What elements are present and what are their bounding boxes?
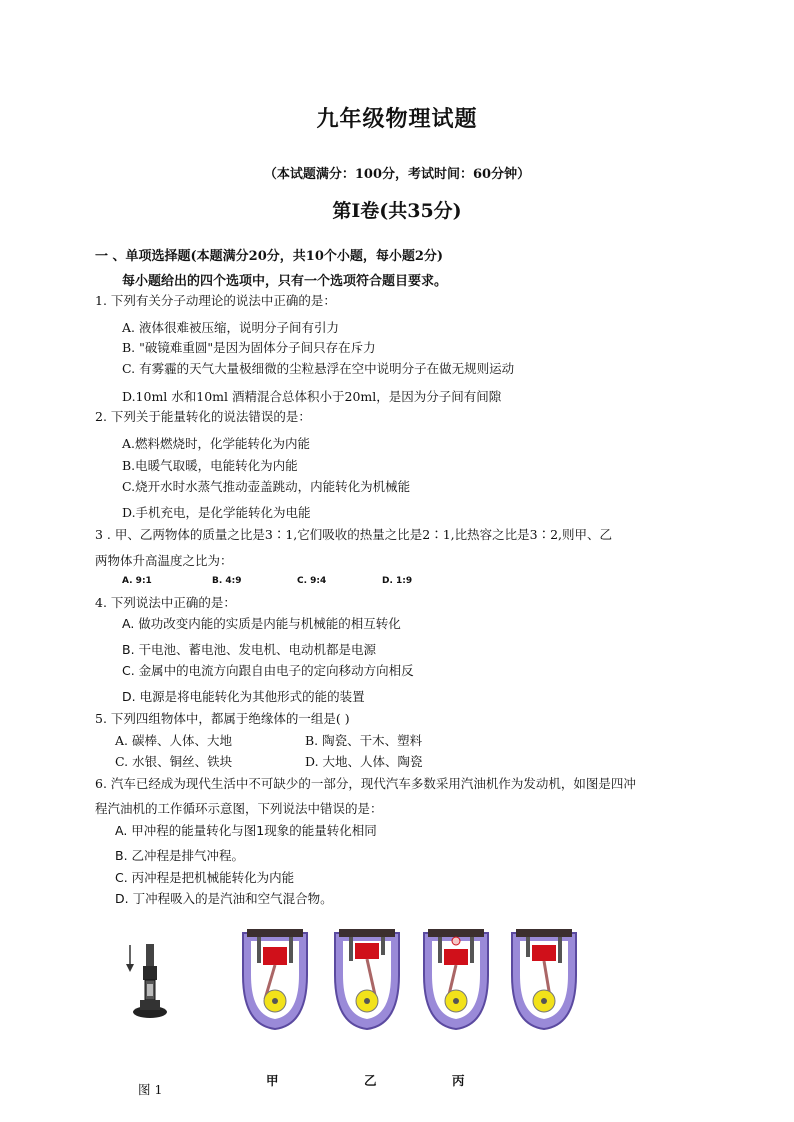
exam-subtitle: （本试题满分：100分，考试时间：60分钟） [263, 167, 531, 182]
engine-stroke-jia [237, 925, 313, 1037]
q2-option-c: C.烧开水时水蒸气推动壶盖跳动，内能转化为机械能 [122, 479, 411, 494]
q5-option-b: B. 陶瓷、干木、塑料 [305, 733, 423, 748]
q3-option-b: B. 4:9 [212, 576, 242, 586]
q4-option-a: A. 做功改变内能的实质是内能与机械能的相互转化 [122, 616, 401, 631]
stroke-label-jia: 甲 [266, 1073, 279, 1088]
q6-option-c: C. 丙冲程是把机械能转化为内能 [115, 870, 295, 885]
q5-stem: 5. 下列四组物体中，都属于绝缘体的一组是( ) [95, 711, 350, 726]
q3-option-c: C. 9:4 [297, 576, 327, 586]
fig1-apparatus [120, 940, 180, 1025]
q2-option-b: B.电暖气取暖，电能转化为内能 [122, 458, 298, 473]
q5-option-c: C. 水银、铜丝、铁块 [115, 754, 233, 769]
q2-stem: 2. 下列关于能量转化的说法错误的是： [95, 409, 311, 424]
q1-option-a: A. 液体很难被压缩，说明分子间有引力 [122, 320, 339, 335]
section-instruction: 每小题给出的四个选项中，只有一个选项符合题目要求。 [122, 274, 448, 289]
q4-option-d: D. 电源是将电能转化为其他形式的能的装置 [122, 689, 365, 704]
q4-option-b: B. 干电池、蓄电池、发电机、电动机都是电源 [122, 642, 377, 657]
q5-option-d: D. 大地、人体、陶瓷 [305, 754, 423, 769]
q4-option-c: C. 金属中的电流方向跟自由电子的定向移动方向相反 [122, 663, 414, 678]
part-title: 第Ⅰ卷(共35分) [332, 200, 462, 222]
q1-option-c: C. 有雾霾的天气大量极细微的尘粒悬浮在空中说明分子在做无规则运动 [122, 361, 515, 376]
fig1-label: 图 1 [138, 1082, 163, 1097]
q2-option-d: D.手机充电，是化学能转化为电能 [122, 505, 311, 520]
q3-option-a: A. 9:1 [122, 576, 152, 586]
q6-option-a: A. 甲冲程的能量转化与图1现象的能量转化相同 [115, 823, 377, 838]
q1-stem: 1. 下列有关分子动理论的说法中正确的是： [95, 293, 336, 308]
q5-option-a: A. 碳棒、人体、大地 [115, 733, 232, 748]
q1-option-b: B. "破镜难重圆"是因为固体分子间只存在斥力 [122, 340, 376, 355]
q6-stem-line1: 6. 汽车已经成为现代生活中不可缺少的一部分，现代汽车多数采用汽油机作为发动机，如图是四冲 [95, 776, 636, 791]
q1-option-d: D.10ml 水和10ml 酒精混合总体积小于20ml，是因为分子间有间隙 [122, 389, 502, 404]
q4-stem: 4. 下列说法中正确的是： [95, 595, 236, 610]
q6-option-d: D. 丁冲程吸入的是汽油和空气混合物。 [115, 891, 333, 906]
q6-option-b: B. 乙冲程是排气冲程。 [115, 848, 245, 863]
q3-stem-line1: 3 . 甲、乙两物体的质量之比是3∶1,它们吸收的热量之比是2∶1,比热容之比是3∶2,则甲、乙 [95, 527, 613, 542]
stroke-label-bing: 丙 [452, 1073, 465, 1088]
q3-option-d: D. 1:9 [382, 576, 413, 586]
engine-stroke-yi [329, 925, 405, 1037]
stroke-label-yi: 乙 [364, 1073, 377, 1088]
page-title: 九年级物理试题 [316, 106, 478, 132]
q6-stem-line2: 程汽油机的工作循环示意图，下列说法中错误的是： [95, 801, 383, 816]
engine-stroke-ding [506, 925, 582, 1037]
section-heading: 一 、单项选择题(本题满分20分，共10个小题，每小题2分) [95, 249, 444, 264]
engine-stroke-bing [418, 925, 494, 1037]
q2-option-a: A.燃料燃烧时，化学能转化为内能 [122, 436, 311, 451]
q3-stem-line2: 两物体升高温度之比为： [95, 553, 233, 568]
